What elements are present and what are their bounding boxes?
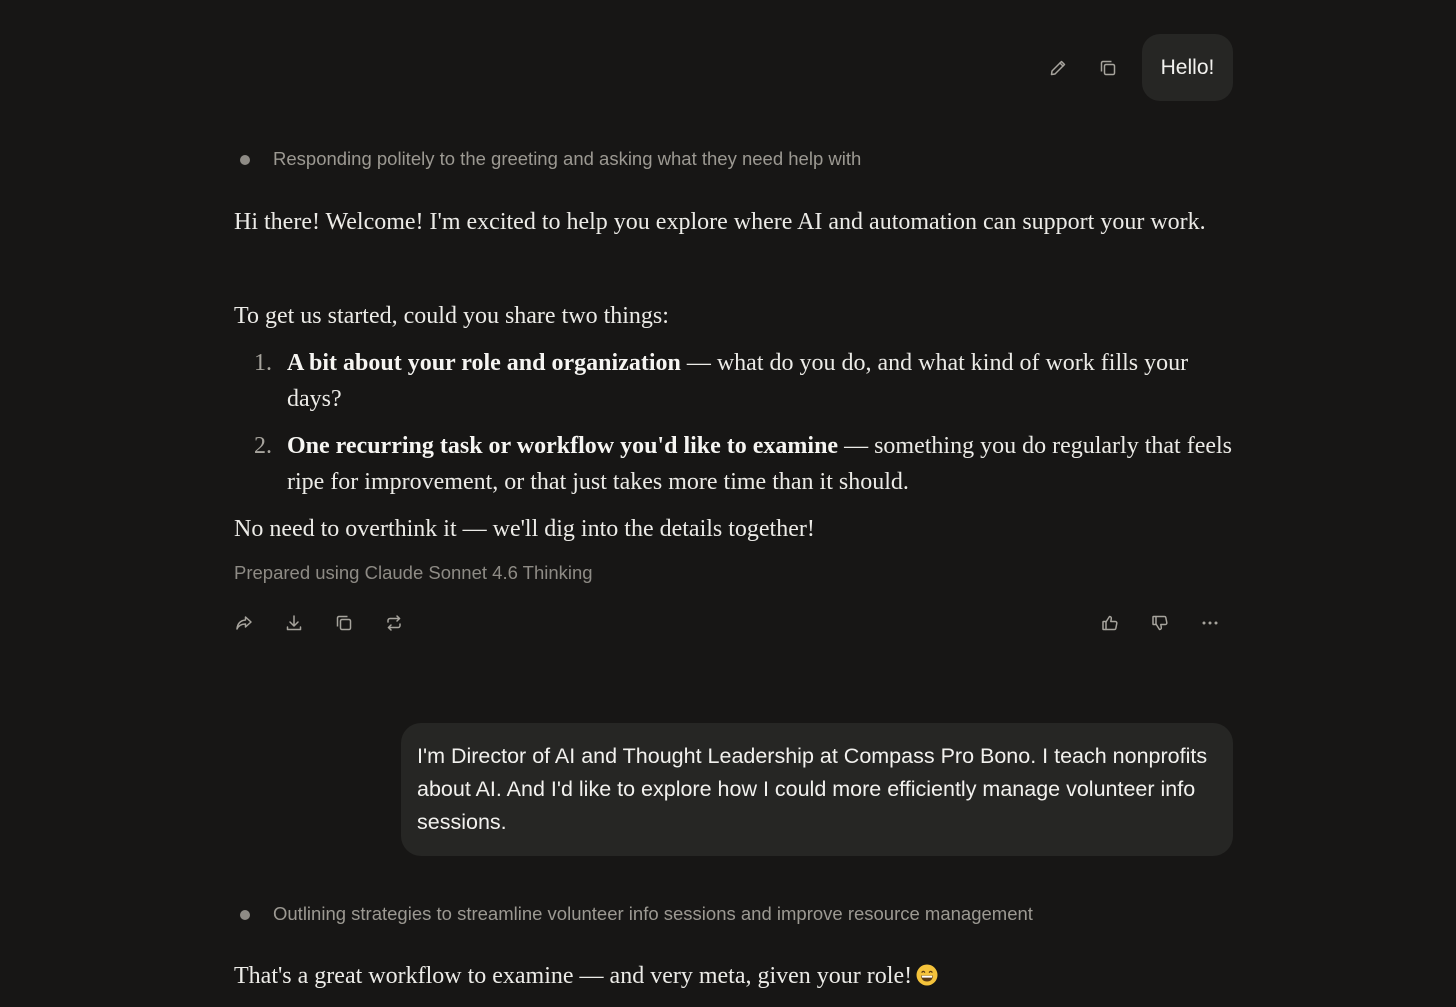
copy-icon bbox=[1098, 58, 1118, 78]
thumbs-down-icon bbox=[1150, 613, 1170, 633]
assistant-closing-text: No need to overthink it — we'll dig into the details together! bbox=[234, 516, 815, 542]
model-attribution: Prepared using Claude Sonnet 4.6 Thinking bbox=[234, 562, 593, 583]
copy-icon bbox=[334, 613, 354, 633]
assistant-lead bbox=[234, 298, 1234, 334]
copy-response-button[interactable] bbox=[328, 607, 360, 639]
assistant-message bbox=[234, 958, 938, 994]
thinking-summary-text: Responding politely to the greeting and asking what they need help with bbox=[273, 148, 862, 169]
assistant-intro: Hi there! Welcome! I'm excited to help you explore where AI and automation can support your work. bbox=[234, 209, 1206, 235]
list-item-rest: — what do you do, and what kind of work fills your days? bbox=[287, 350, 1189, 412]
thinking-summary[interactable] bbox=[240, 146, 861, 172]
user-message-text: I'm Director of AI and Thought Leadership at Compass Pro Bono. I teach nonprofits about AI. And I'd like to explore how I could more efficiently manage volunteer info sessions. bbox=[417, 744, 1208, 834]
grinning-face-icon bbox=[916, 964, 938, 986]
thinking-dot-icon bbox=[240, 910, 250, 920]
list-item-bold: One recurring task or workflow you'd like to examine bbox=[287, 433, 839, 459]
list-number: 1. bbox=[254, 350, 272, 376]
rewrite-icon bbox=[384, 613, 404, 633]
assistant-message bbox=[234, 204, 1234, 240]
list-number: 2. bbox=[254, 433, 272, 459]
download-button[interactable] bbox=[278, 607, 310, 639]
thumbs-up-icon bbox=[1100, 613, 1120, 633]
copy-message-button[interactable] bbox=[1092, 52, 1124, 84]
assistant-message-text: That's a great workflow to examine — and very meta, given your role! bbox=[234, 963, 913, 989]
user-message-bubble bbox=[1142, 34, 1233, 101]
list-item-bold: A bit about your role and organization bbox=[287, 350, 681, 376]
user-message-text: Hello! bbox=[1160, 55, 1215, 79]
user-message-bubble bbox=[401, 723, 1233, 856]
list-item-rest: — something you do regularly that feels ripe for improvement, or that just takes more time than it should. bbox=[287, 433, 1233, 495]
share-button[interactable] bbox=[228, 607, 260, 639]
thumbs-up-button[interactable] bbox=[1094, 607, 1126, 639]
thinking-summary[interactable] bbox=[240, 901, 1033, 927]
edit-message-button[interactable] bbox=[1042, 52, 1074, 84]
thinking-summary-text: Outlining strategies to streamline volunteer info sessions and improve resource management bbox=[273, 903, 1033, 924]
more-icon bbox=[1200, 613, 1220, 633]
thumbs-down-button[interactable] bbox=[1144, 607, 1176, 639]
more-options-button[interactable] bbox=[1194, 607, 1226, 639]
assistant-list bbox=[234, 345, 1234, 505]
rewrite-button[interactable] bbox=[378, 607, 410, 639]
share-icon bbox=[234, 613, 254, 633]
thinking-dot-icon bbox=[240, 155, 250, 165]
assistant-lead-text: To get us started, could you share two things: bbox=[234, 303, 669, 329]
pencil-icon bbox=[1048, 58, 1068, 78]
list-item-body bbox=[287, 345, 1237, 417]
download-icon bbox=[284, 613, 304, 633]
list-item-body bbox=[287, 428, 1237, 500]
assistant-closing bbox=[234, 511, 1234, 547]
